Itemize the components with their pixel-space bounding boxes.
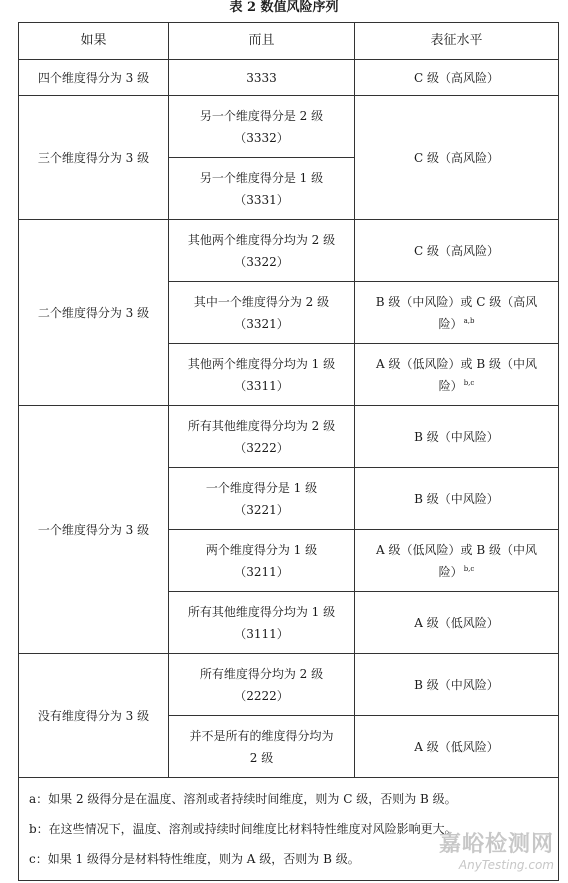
level-text-cont: 险）$^{b,c}$ bbox=[438, 378, 475, 393]
and-cell bbox=[169, 158, 355, 220]
and-text: 所有维度得分均为 2 级 bbox=[199, 666, 324, 681]
and-cell bbox=[169, 654, 355, 716]
level-cell: B 级（中风险） bbox=[355, 654, 559, 716]
table-row bbox=[19, 654, 559, 716]
level-cell: C 级（高风险） bbox=[355, 220, 559, 282]
header-row bbox=[19, 23, 559, 60]
footnote-b: b：在这些情况下，温度、溶剂或持续时间维度比材料特性维度对风险影响更大。 bbox=[29, 822, 457, 836]
level-cell: B 级（中风险） bbox=[355, 406, 559, 468]
code-text: （3211） bbox=[234, 564, 289, 579]
and-cell bbox=[169, 406, 355, 468]
level-cell: A 级（低风险） bbox=[355, 592, 559, 654]
header-and: 而且 bbox=[169, 23, 355, 60]
level-text: A 级（低风险）或 B 级（中风 bbox=[376, 542, 537, 557]
code-text: （3322） bbox=[234, 254, 289, 269]
and-cell bbox=[169, 96, 355, 158]
condition-cell: 一个维度得分为 3 级 bbox=[19, 406, 169, 654]
level-text-cont: 险）$^{a,b}$ bbox=[438, 316, 475, 331]
level-cell bbox=[355, 282, 559, 344]
footnote-mark: b,c bbox=[463, 564, 475, 573]
and-cell bbox=[169, 592, 355, 654]
code-text: （3111） bbox=[234, 626, 289, 641]
footnote-mark: b,c bbox=[463, 378, 475, 387]
condition-cell: 二个维度得分为 3 级 bbox=[19, 220, 169, 406]
risk-table bbox=[18, 22, 559, 881]
and-cell bbox=[169, 468, 355, 530]
and-text: 其他两个维度得分均为 1 级 bbox=[187, 356, 336, 371]
watermark-en: AnyTesting.com bbox=[458, 858, 554, 872]
table-row bbox=[19, 220, 559, 282]
and-text: 另一个维度得分是 2 级 bbox=[199, 108, 324, 123]
code-cell: 3333 bbox=[169, 60, 355, 96]
and-text: 两个维度得分为 1 级 bbox=[205, 542, 318, 557]
footnote-mark: a,b bbox=[463, 316, 475, 325]
and-cell bbox=[169, 530, 355, 592]
level-cell: B 级（中风险） bbox=[355, 468, 559, 530]
and-cell bbox=[169, 716, 355, 778]
code-text: （3332） bbox=[234, 130, 289, 145]
level-cell: C 级（高风险） bbox=[355, 96, 559, 220]
code-text: （3331） bbox=[234, 192, 289, 207]
table-row bbox=[19, 406, 559, 468]
footnote-c: c：如果 1 级得分是材料特性维度，则为 A 级，否则为 B 级。 bbox=[29, 852, 360, 866]
level-cell bbox=[355, 530, 559, 592]
and-text: 另一个维度得分是 1 级 bbox=[199, 170, 324, 185]
and-text: 其中一个维度得分为 2 级 bbox=[193, 294, 330, 309]
code-text: （3221） bbox=[234, 502, 289, 517]
level-text: A 级（低风险）或 B 级（中风 bbox=[376, 356, 537, 371]
code-text: （3321） bbox=[234, 316, 289, 331]
and-text-cont: 2 级 bbox=[249, 750, 274, 765]
and-text: 一个维度得分是 1 级 bbox=[205, 480, 318, 495]
header-if: 如果 bbox=[19, 23, 169, 60]
and-cell bbox=[169, 344, 355, 406]
level-text-cont: 险）$^{b,c}$ bbox=[438, 564, 475, 579]
code-text: （3222） bbox=[234, 440, 289, 455]
header-level: 表征水平 bbox=[355, 23, 559, 60]
table-row bbox=[19, 60, 559, 96]
and-cell bbox=[169, 220, 355, 282]
and-text: 其他两个维度得分均为 2 级 bbox=[187, 232, 336, 247]
condition-cell: 四个维度得分为 3 级 bbox=[19, 60, 169, 96]
condition-cell: 没有维度得分为 3 级 bbox=[19, 654, 169, 778]
level-cell bbox=[355, 344, 559, 406]
level-text: B 级（中风险）或 C 级（高风 bbox=[375, 294, 538, 309]
code-text: （2222） bbox=[234, 688, 289, 703]
code-text: （3311） bbox=[234, 378, 289, 393]
table-row bbox=[19, 96, 559, 158]
table-title: 表 2 数值风险序列 bbox=[229, 0, 339, 15]
level-cell: C 级（高风险） bbox=[355, 60, 559, 96]
level-cell: A 级（低风险） bbox=[355, 716, 559, 778]
and-text: 所有其他维度得分均为 2 级 bbox=[187, 418, 336, 433]
watermark bbox=[384, 833, 554, 877]
condition-cell: 三个维度得分为 3 级 bbox=[19, 96, 169, 220]
and-cell bbox=[169, 282, 355, 344]
watermark-cn: 嘉峪检测网 bbox=[438, 832, 554, 857]
and-text: 所有其他维度得分均为 1 级 bbox=[187, 604, 336, 619]
footnote-a: a：如果 2 级得分是在温度、溶剂或者持续时间维度，则为 C 级，否则为 B 级。 bbox=[29, 792, 457, 806]
and-text: 并不是所有的维度得分均为 bbox=[189, 728, 334, 743]
